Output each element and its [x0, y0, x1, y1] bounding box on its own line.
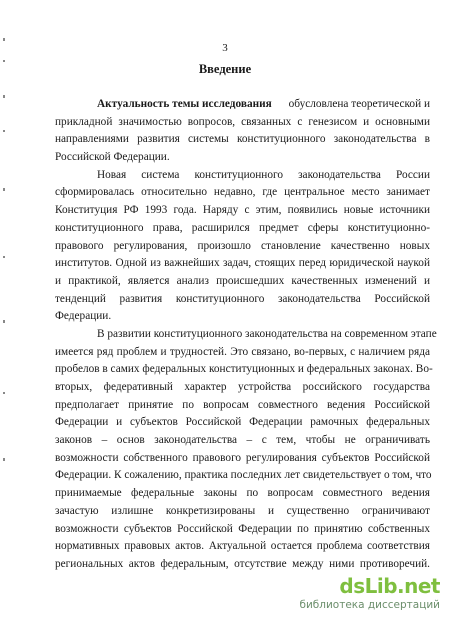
paragraph-line: [55, 538, 430, 556]
paragraph-line: [55, 344, 430, 362]
line-text: Новая система конституционного законодательства России: [97, 168, 430, 181]
paragraph-line: [55, 149, 430, 167]
paragraph-line: [55, 114, 430, 132]
line-text: конституционного права, расширился предмет сферы конституционно-: [55, 221, 430, 234]
line-text: принимаемые федеральные законы по вопросам совместного ведения: [55, 487, 430, 500]
paragraph-line: [55, 414, 430, 432]
line-text: институтов. Одной из важнейших задач, стоящих перед юридической наукой: [55, 257, 430, 270]
paragraph-line: [55, 432, 430, 450]
paragraph-line: [55, 361, 433, 379]
paragraph-3: [55, 326, 437, 574]
paragraph-1: [55, 96, 430, 167]
paragraph-line: [55, 485, 430, 503]
paragraph-line: [55, 556, 430, 574]
paragraph-line: [55, 273, 430, 291]
line-text: возможности собственного правового регулирования субъектов Российской: [55, 451, 430, 464]
watermark-subtitle: библиотека диссертаций: [244, 598, 444, 612]
paragraph-line: [97, 96, 430, 114]
line-text: предполагает принятие по вопросам совместного ведения Российской: [55, 398, 430, 411]
line-text: правового регулирования, произошло становление качественно новых: [55, 239, 430, 252]
paragraph-line: [55, 467, 430, 485]
paragraph-line: [55, 379, 430, 397]
line-text: прикладной значимостью вопросов, связанных с генезисом и основными: [55, 115, 430, 128]
watermark[interactable]: [244, 575, 444, 617]
line-text: Федерации.: [55, 310, 112, 323]
lead-bold-text: Актуальность темы исследования: [97, 98, 272, 110]
line-text: и практикой, является анализ происшедших качественных изменений и: [55, 274, 430, 287]
paragraph-line: [55, 503, 430, 521]
line-text: Российской Федерации.: [55, 151, 170, 164]
paragraph-line: [55, 397, 430, 415]
line-text: сформировалась относительно недавно, где центральное место занимает: [55, 186, 430, 199]
paragraph-line: [55, 202, 430, 220]
paragraph-line: [97, 326, 437, 344]
body-text: [55, 96, 437, 574]
watermark-logo[interactable]: dsLib.net: [335, 575, 444, 597]
paragraph-line: [55, 521, 430, 539]
line-text: тенденций развития конституционного законодательства Российской: [55, 292, 430, 305]
line-text: направлениями развития системы конституционного законодательства в: [55, 133, 430, 146]
line-text: имеется ряд проблем и трудностей. Это связано, во-первых, с наличием ряда: [55, 345, 430, 358]
line-text: обусловлена теоретической и: [288, 98, 430, 110]
paragraph-2: [55, 167, 430, 326]
paragraph-line: [55, 131, 430, 149]
paragraph-line: [55, 255, 430, 273]
line-text: нормативных правовых актов. Актуальной остается проблема соответствия: [55, 540, 430, 553]
line-text: зачастую излишне конкретизированы и существенно ограничивают: [55, 504, 430, 517]
line-text: В развитии конституционного законодательства на современном этапе: [97, 327, 437, 340]
line-text: возможности субъектов Российской Федерации по принятию собственных: [55, 522, 430, 535]
line-text: региональных актов федеральным, отсутствие между ними противоречий.: [55, 557, 430, 570]
line-text: Федерации и субъектов Российской Федерации рамочных федеральных: [55, 416, 430, 429]
line-text: Конституция РФ 1993 года. Наряду с этим, появились новые источники: [55, 204, 430, 217]
line-text: Федерации. К сожалению, практика последних лет свидетельствует о том, что: [55, 469, 432, 482]
paragraph-line: [55, 450, 430, 468]
line-text: вторых, федеративный характер устройства российского государства: [55, 381, 430, 393]
paragraph-line: [55, 184, 430, 202]
scan-margin-marks: [3, 20, 9, 520]
paragraph-line: [55, 308, 430, 326]
section-heading: Введение: [198, 62, 252, 76]
paragraph-line: [55, 291, 430, 309]
line-text: законов – основ законодательства – с тем, чтобы не ограничивать: [55, 434, 430, 447]
paragraph-line: [97, 167, 430, 185]
paragraph-line: [55, 220, 430, 238]
paragraph-line: [55, 238, 430, 256]
page-number: 3: [222, 42, 228, 54]
line-text: пробелов в самих федеральных конституционных и федеральных законах. Во-: [55, 363, 433, 376]
